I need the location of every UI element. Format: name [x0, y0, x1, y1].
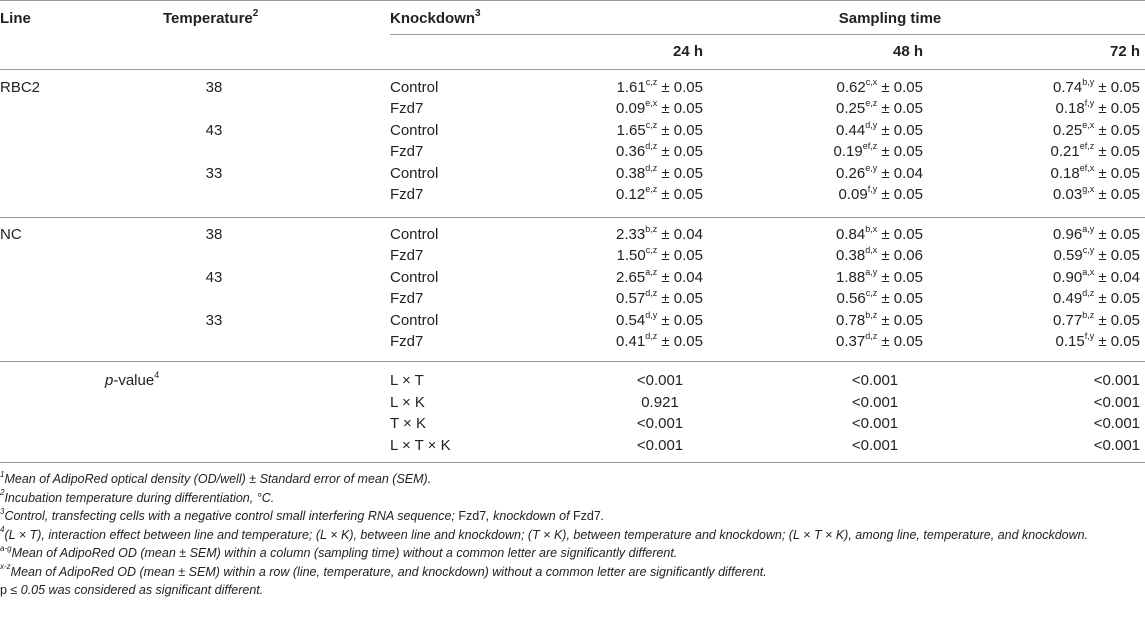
header-24h: 24 h: [672, 43, 703, 60]
cell-value-72h: [985, 245, 1140, 266]
significance-letters: b,x: [865, 224, 878, 234]
cell-value-48h: [770, 98, 923, 119]
significance-letters: ef,z: [862, 141, 878, 151]
cell-knockdown: Fzd7: [390, 290, 424, 307]
mean-value: 0.38: [616, 165, 646, 182]
pvalue-72h: <0.001: [1093, 415, 1140, 432]
significance-letters: g,x: [1082, 184, 1095, 194]
group-divider-rule: [0, 217, 1145, 218]
footnote-4: $^4$(L × T), interaction effect between line and temperature; (L × K), between line and knockdown; (T × K), between temperature and knockdown; (L × T × K), among line, temperature, and knockdown.: [0, 525, 1089, 542]
mean-value: 0.26: [836, 165, 866, 182]
sem-value: ± 0.05: [877, 143, 923, 160]
cell-value-72h: [985, 331, 1140, 352]
significance-letters: ef,x: [1079, 163, 1095, 173]
significance-letters: b,z: [865, 310, 878, 320]
significance-letters: b,z: [1082, 310, 1095, 320]
sem-value: ± 0.05: [1094, 100, 1140, 117]
cell-knockdown: Control: [390, 165, 439, 182]
cell-value-24h: [550, 120, 703, 141]
significance-letters: c,x: [865, 77, 878, 87]
significance-letters: d,z: [645, 331, 658, 341]
sem-value: ± 0.04: [657, 269, 703, 286]
cell-value-48h: [770, 267, 923, 288]
cell-knockdown: Control: [390, 269, 439, 286]
significance-letters: d,z: [645, 163, 658, 173]
cell-temperature: 43: [205, 269, 223, 286]
footnote-7: p ≤ 0.05 was considered as significant different.: [0, 583, 264, 597]
sem-value: ± 0.05: [1094, 186, 1140, 203]
cell-value-24h: [550, 288, 703, 309]
sem-value: ± 0.05: [877, 186, 923, 203]
significance-letters: a,y: [1082, 224, 1095, 234]
mean-value: 0.25: [836, 100, 866, 117]
cell-value-24h: [550, 184, 703, 205]
cell-value-72h: [985, 310, 1140, 331]
significance-letters: ef,z: [1079, 141, 1095, 151]
pvalue-72h: <0.001: [1093, 372, 1140, 389]
mean-value: 1.50: [616, 247, 646, 264]
sem-value: ± 0.05: [1094, 290, 1140, 307]
cell-value-24h: [550, 331, 703, 352]
cell-knockdown: Fzd7: [390, 247, 424, 264]
cell-value-72h: [985, 163, 1140, 184]
cell-knockdown: Control: [390, 122, 439, 139]
cell-knockdown: Fzd7: [390, 143, 424, 160]
significance-letters: d,z: [645, 141, 658, 151]
cell-temperature: 33: [205, 312, 223, 329]
mean-value: 0.18: [1050, 165, 1080, 182]
cell-value-24h: [550, 245, 703, 266]
cell-line: RBC2: [0, 79, 41, 96]
sem-value: ± 0.05: [1094, 226, 1140, 243]
sem-value: ± 0.05: [657, 186, 703, 203]
mean-value: 0.12: [616, 186, 646, 203]
cell-value-72h: [985, 141, 1140, 162]
mean-value: 0.03: [1053, 186, 1083, 203]
mean-value: 0.38: [836, 247, 866, 264]
sem-value: ± 0.06: [877, 247, 923, 264]
sem-value: ± 0.04: [1094, 269, 1140, 286]
cell-value-48h: [770, 163, 923, 184]
footnotes: [0, 470, 1140, 600]
cell-knockdown: Fzd7: [390, 333, 424, 350]
sem-value: ± 0.05: [657, 247, 703, 264]
sem-value: ± 0.04: [877, 165, 923, 182]
cell-value-24h: [550, 267, 703, 288]
mean-value: 0.09: [616, 100, 646, 117]
mean-value: 0.96: [1053, 226, 1083, 243]
cell-value-72h: [985, 98, 1140, 119]
cell-value-72h: [985, 77, 1140, 98]
mean-value: 0.41: [616, 333, 646, 350]
footnote-1: $^1$Mean of AdipoRed optical density (OD/well) ± Standard error of mean (SEM).: [0, 469, 432, 486]
significance-letters: d,z: [865, 331, 878, 341]
pvalue-48h: <0.001: [851, 394, 899, 411]
cell-value-48h: [770, 224, 923, 245]
mean-value: 2.65: [616, 269, 646, 286]
table-bottom-rule: [0, 462, 1145, 463]
cell-value-72h: [985, 267, 1140, 288]
pvalue-24h: <0.001: [636, 372, 684, 389]
cell-knockdown: Control: [390, 312, 439, 329]
pvalue-72h: <0.001: [1093, 437, 1140, 454]
significance-letters: a,z: [645, 267, 658, 277]
mean-value: 0.56: [836, 290, 866, 307]
sem-value: ± 0.05: [877, 122, 923, 139]
significance-letters: e,x: [645, 98, 658, 108]
sem-value: ± 0.05: [657, 333, 703, 350]
pvalue-72h: <0.001: [1093, 394, 1140, 411]
cell-value-48h: [770, 141, 923, 162]
mean-value: 0.57: [616, 290, 646, 307]
sem-value: ± 0.05: [1094, 143, 1140, 160]
sem-value: ± 0.05: [1094, 122, 1140, 139]
cell-value-24h: [550, 98, 703, 119]
sem-value: ± 0.05: [657, 312, 703, 329]
sem-value: ± 0.05: [877, 312, 923, 329]
mean-value: 0.18: [1055, 100, 1085, 117]
significance-letters: f,y: [867, 184, 878, 194]
cell-value-48h: [770, 120, 923, 141]
mean-value: 0.77: [1053, 312, 1083, 329]
pvalue-48h: <0.001: [851, 437, 899, 454]
cell-value-24h: [550, 224, 703, 245]
sem-value: ± 0.05: [657, 290, 703, 307]
cell-value-48h: [770, 288, 923, 309]
cell-value-48h: [770, 331, 923, 352]
mean-value: 0.90: [1053, 269, 1083, 286]
sem-value: ± 0.05: [877, 269, 923, 286]
sem-value: ± 0.05: [657, 165, 703, 182]
mean-value: 0.84: [836, 226, 866, 243]
sem-value: ± 0.05: [1094, 247, 1140, 264]
sem-value: ± 0.05: [1094, 333, 1140, 350]
significance-letters: c,z: [645, 77, 658, 87]
top-rule: [0, 0, 1145, 1]
cell-temperature: 38: [205, 226, 223, 243]
significance-letters: d,y: [865, 120, 878, 130]
cell-value-48h: [770, 184, 923, 205]
significance-letters: e,z: [865, 98, 878, 108]
sem-value: ± 0.05: [877, 226, 923, 243]
mean-value: 1.65: [616, 122, 646, 139]
cell-line: NC: [0, 226, 22, 243]
sem-value: ± 0.05: [657, 143, 703, 160]
cell-value-72h: [985, 224, 1140, 245]
cell-knockdown: Control: [390, 79, 439, 96]
mean-value: 0.59: [1053, 247, 1083, 264]
pvalue-24h: <0.001: [636, 415, 684, 432]
significance-letters: d,z: [645, 288, 658, 298]
cell-value-48h: [770, 310, 923, 331]
sem-value: ± 0.05: [1094, 312, 1140, 329]
group-divider-rule: [0, 361, 1145, 362]
header-temperature: Temperature$^2$: [163, 8, 259, 27]
mean-value: 2.33: [616, 226, 646, 243]
cell-value-72h: [985, 184, 1140, 205]
mean-value: 0.54: [616, 312, 646, 329]
header-bottom-rule: [0, 69, 1145, 70]
mean-value: 0.78: [836, 312, 866, 329]
significance-letters: b,z: [645, 224, 658, 234]
cell-temperature: 33: [205, 165, 223, 182]
cell-value-24h: [550, 141, 703, 162]
header-knockdown: Knockdown$^3$: [390, 8, 481, 27]
cell-value-24h: [550, 163, 703, 184]
sampling-subrule: [390, 34, 1145, 35]
mean-value: 0.37: [836, 333, 866, 350]
significance-letters: d,z: [1082, 288, 1095, 298]
cell-value-72h: [985, 120, 1140, 141]
header-48h: 48 h: [892, 43, 923, 60]
significance-letters: f,y: [1084, 98, 1095, 108]
cell-value-24h: [550, 77, 703, 98]
significance-letters: b,y: [1082, 77, 1095, 87]
sem-value: ± 0.05: [657, 122, 703, 139]
significance-letters: e,y: [865, 163, 878, 173]
mean-value: 0.74: [1053, 79, 1083, 96]
pvalue-48h: <0.001: [851, 415, 899, 432]
header-72h: 72 h: [1109, 43, 1140, 60]
cell-knockdown: Control: [390, 226, 439, 243]
sem-value: ± 0.05: [877, 79, 923, 96]
cell-knockdown: Fzd7: [390, 100, 424, 117]
footnote-6: $^{x-z}$Mean of AdipoRed OD (mean ± SEM) within a row (line, temperature, and knockdown) without a common letter are significantly different.: [0, 562, 767, 579]
pvalue-effect: L × K: [390, 394, 425, 411]
cell-value-48h: [770, 77, 923, 98]
mean-value: 1.88: [836, 269, 866, 286]
footnote-5: $^{a-g}$Mean of AdipoRed OD (mean ± SEM) within a column (sampling time) without a common letter are significantly different.: [0, 543, 678, 560]
mean-value: 0.15: [1055, 333, 1085, 350]
sem-value: ± 0.04: [657, 226, 703, 243]
pvalue-effect: L × T: [390, 372, 424, 389]
cell-value-48h: [770, 245, 923, 266]
significance-letters: c,y: [1082, 245, 1095, 255]
mean-value: 0.21: [1050, 143, 1080, 160]
significance-letters: e,z: [645, 184, 658, 194]
mean-value: 1.61: [616, 79, 646, 96]
mean-value: 0.25: [1053, 122, 1083, 139]
significance-letters: c,z: [865, 288, 878, 298]
cell-temperature: 43: [205, 122, 223, 139]
sem-value: ± 0.05: [1094, 165, 1140, 182]
significance-letters: a,y: [865, 267, 878, 277]
sem-value: ± 0.05: [877, 333, 923, 350]
pvalue-label: p-value$^4$: [105, 370, 160, 389]
pvalue-24h: 0.921: [641, 394, 679, 411]
significance-letters: a,x: [1082, 267, 1095, 277]
pvalue-24h: <0.001: [636, 437, 684, 454]
mean-value: 0.62: [836, 79, 866, 96]
sem-value: ± 0.05: [877, 290, 923, 307]
cell-value-24h: [550, 310, 703, 331]
mean-value: 0.49: [1053, 290, 1083, 307]
cell-value-72h: [985, 288, 1140, 309]
mean-value: 0.19: [833, 143, 863, 160]
sem-value: ± 0.05: [1094, 79, 1140, 96]
pvalue-effect: T × K: [390, 415, 426, 432]
significance-letters: d,y: [645, 310, 658, 320]
footnote-2: $^2$Incubation temperature during differentiation, °C.: [0, 488, 275, 505]
header-line: Line: [0, 10, 31, 27]
header-sampling-time: Sampling time: [838, 10, 942, 27]
significance-letters: d,x: [865, 245, 878, 255]
pvalue-48h: <0.001: [851, 372, 899, 389]
cell-knockdown: Fzd7: [390, 186, 424, 203]
significance-letters: c,z: [645, 245, 658, 255]
pvalue-effect: L × T × K: [390, 437, 451, 454]
mean-value: 0.44: [836, 122, 866, 139]
sem-value: ± 0.05: [877, 100, 923, 117]
sem-value: ± 0.05: [657, 79, 703, 96]
cell-temperature: 38: [205, 79, 223, 96]
significance-letters: f,y: [1084, 331, 1095, 341]
footnote-3: $^3$Control, transfecting cells with a negative control small interfering RNA sequence; Fzd7, knockdown of Fzd7.: [0, 506, 605, 523]
mean-value: 0.09: [838, 186, 868, 203]
sem-value: ± 0.05: [657, 100, 703, 117]
significance-letters: e,x: [1082, 120, 1095, 130]
significance-letters: c,z: [645, 120, 658, 130]
mean-value: 0.36: [616, 143, 646, 160]
